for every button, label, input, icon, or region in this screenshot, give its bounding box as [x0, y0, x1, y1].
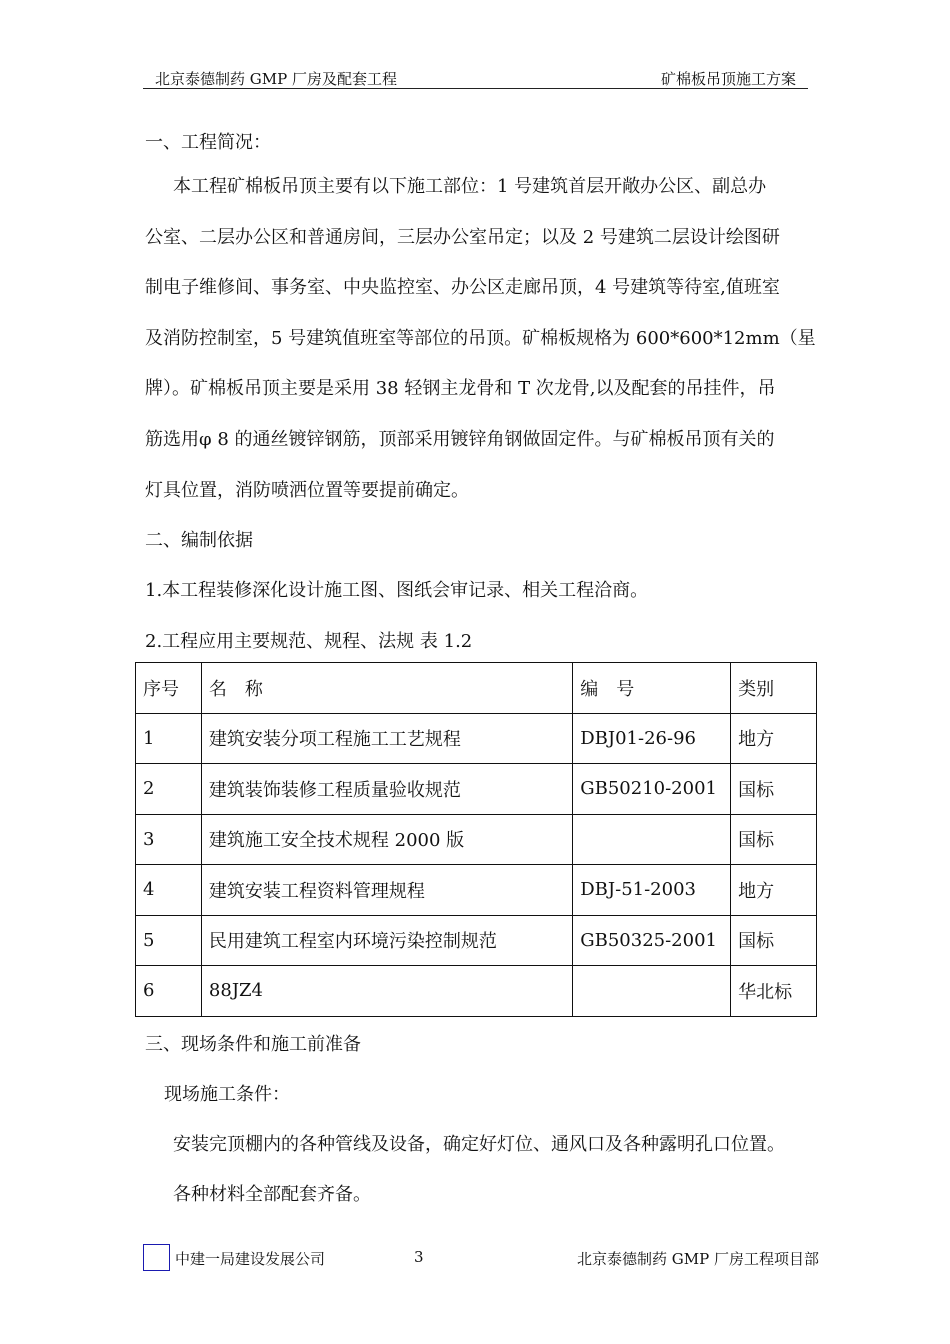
- row-index: 2: [136, 764, 202, 815]
- body-line-7: 灯具位置，消防喷洒位置等要提前确定。: [145, 479, 469, 501]
- header-project-title: 北京泰德制药 GMP 厂房及配套工程: [155, 70, 397, 88]
- body-line-2: 公室、二层办公区和普通房间，三层办公室吊定；以及 2 号建筑二层设计绘图研: [145, 226, 780, 248]
- row-name: 建筑装饰装修工程质量验收规范: [201, 764, 572, 815]
- page-footer: [0, 1240, 950, 1274]
- header-cell-name: 名 称: [201, 663, 572, 714]
- section-3-line-2: 各种材料全部配套齐备。: [173, 1184, 371, 1205]
- row-category: 地方: [731, 713, 817, 764]
- footer-logo-box: [143, 1244, 170, 1271]
- section-3-line-1: 安装完顶棚内的各种管线及设备，确定好灯位、通风口及各种露明孔口位置。: [173, 1134, 785, 1155]
- row-code: [573, 814, 731, 865]
- row-index: 1: [136, 713, 202, 764]
- body-line-5: 牌）。矿棉板吊顶主要是采用 38 轻钢主龙骨和 T 次龙骨,以及配套的吊挂件，吊: [145, 378, 776, 400]
- page-header: [143, 66, 808, 89]
- row-index: 5: [136, 915, 202, 966]
- body-line-6: 筋选用φ 8 的通丝镀锌钢筋，顶部采用镀锌角钢做固定件。与矿棉板吊顶有关的: [145, 428, 775, 450]
- header-cell-index: 序号: [136, 663, 202, 714]
- body-line-3: 制电子维修间、事务室、中央监控室、办公区走廊吊顶，4 号建筑等待室,值班室: [145, 277, 780, 299]
- section-2-item-2: 2.工程应用主要规范、规程、法规 表 1.2: [145, 631, 473, 652]
- row-category: 国标: [731, 915, 817, 966]
- table-row: [136, 966, 817, 1017]
- row-code: GB50325-2001: [573, 915, 731, 966]
- section-2-item-1: 1.本工程装修深化设计施工图、图纸会审记录、相关工程洽商。: [145, 580, 649, 601]
- footer-department: 北京泰德制药 GMP 厂房工程项目部: [577, 1250, 819, 1268]
- header-cell-code: 编 号: [573, 663, 731, 714]
- row-code: DBJ01-26-96: [573, 713, 731, 764]
- table-row: [136, 865, 817, 916]
- row-category: 国标: [731, 814, 817, 865]
- row-name: 建筑安装工程资料管理规程: [201, 865, 572, 916]
- table-row: [136, 764, 817, 815]
- table-header-row: [136, 663, 817, 714]
- standards-table: [135, 662, 817, 1017]
- row-category: 国标: [731, 764, 817, 815]
- row-name: 民用建筑工程室内环境污染控制规范: [201, 915, 572, 966]
- section-1-heading: 一、工程简况：: [145, 132, 271, 153]
- page-number: 3: [414, 1248, 424, 1266]
- footer-company: 中建一局建设发展公司: [175, 1250, 326, 1268]
- header-document-title: 矿棉板吊顶施工方案: [660, 70, 796, 88]
- section-3-heading: 三、现场条件和施工前准备: [145, 1034, 361, 1055]
- section-1-body: [145, 162, 816, 516]
- section-3-subheading: 现场施工条件：: [164, 1084, 290, 1105]
- row-category: 华北标: [731, 966, 817, 1017]
- section-2-heading: 二、编制依据: [145, 530, 253, 551]
- header-cell-category: 类别: [731, 663, 817, 714]
- row-index: 3: [136, 814, 202, 865]
- row-code: DBJ-51-2003: [573, 865, 731, 916]
- body-line-1: 本工程矿棉板吊顶主要有以下施工部位：1 号建筑首层开敞办公区、副总办: [173, 176, 767, 197]
- table-row: [136, 713, 817, 764]
- row-name: 建筑施工安全技术规程 2000 版: [201, 814, 572, 865]
- row-category: 地方: [731, 865, 817, 916]
- row-code: GB50210-2001: [573, 764, 731, 815]
- row-name: 88JZ4: [201, 966, 572, 1017]
- row-code: [573, 966, 731, 1017]
- table-row: [136, 915, 817, 966]
- row-name: 建筑安装分项工程施工工艺规程: [201, 713, 572, 764]
- body-line-4: 及消防控制室，5 号建筑值班室等部位的吊顶。矿棉板规格为 600*600*12mm（星: [145, 327, 816, 349]
- row-index: 6: [136, 966, 202, 1017]
- table-row: [136, 814, 817, 865]
- row-index: 4: [136, 865, 202, 916]
